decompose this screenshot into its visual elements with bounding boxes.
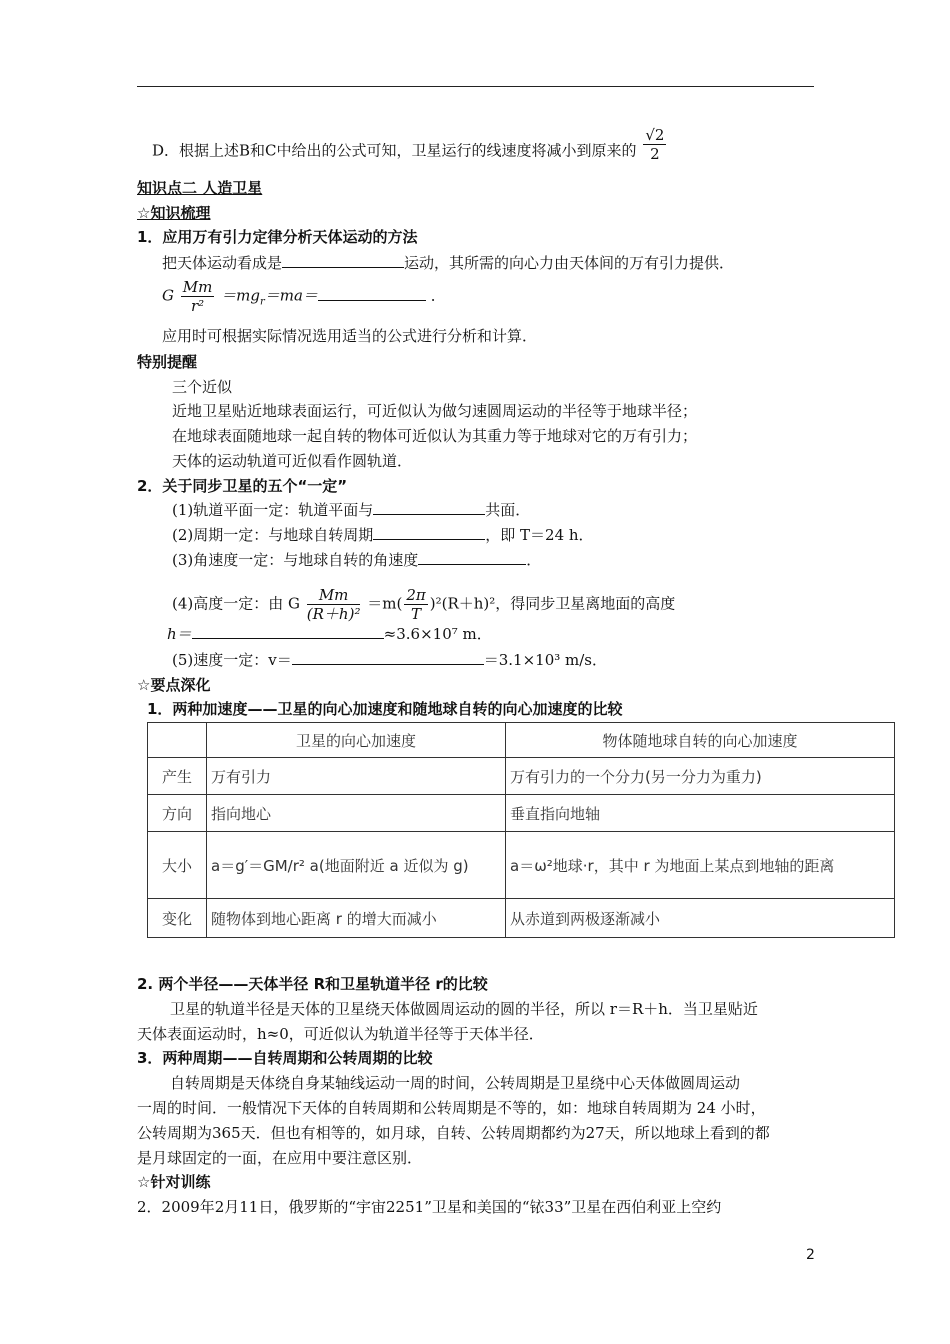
- para: 自转周期是天体绕自身某轴线运动一周的时间，公转周期是卫星绕中心天体做圆周运动: [170, 1074, 741, 1092]
- para: 天体表面运动时，h≈0，可近似认为轨道半径等于天体半径．: [137, 1025, 544, 1043]
- item: (3)角速度一定：与地球自转的角速度 ．: [172, 551, 542, 569]
- question: 2．2009年2月11日，俄罗斯的“宇宙2251”卫星和美国的“铱33”卫星在西伯利亚上空约: [137, 1198, 722, 1216]
- item: (4)高度一定：由 G $\frac{Mm}{\text{(R＋h)²}}$ ＝m( $\frac{2\pi}{T}$ )²(R＋h)²，得同步卫星离地面的高度: [172, 586, 676, 623]
- para: 近地卫星贴近地球表面运行，可近似认为做匀速圆周运动的半径等于地球半径；: [172, 402, 698, 420]
- item: (5)速度一定：v＝ ＝3.1×10³ m/s．: [172, 651, 608, 669]
- table-row: 产生 万有引力 万有引力的一个分力(另一分力为重力): [148, 758, 895, 795]
- item: (1)轨道平面一定：轨道平面与 共面．: [172, 501, 531, 519]
- option-d: D．根据上述B和C中给出的公式可知，卫星运行的线速度将减小到原来的 $\frac{√2}{2}$: [152, 126, 665, 163]
- table-row: 大小 a＝g′＝GM/r² a(地面附近 a 近似为 g) a＝ω²地球·r，其中 r 为地面上某点到地轴的距离: [148, 832, 895, 899]
- table-caption: 1．两种加速度——卫星的向心加速度和随地球自转的向心加速度的比较: [147, 700, 623, 718]
- table-row: 方向 指向地心 垂直指向地轴: [148, 795, 895, 832]
- page-number: 2: [806, 1247, 815, 1263]
- subheading: 三个近似: [172, 378, 233, 396]
- para: 一周的时间．一般情况下天体的自转周期和公转周期是不等的，如：地球自转周期为 24 小时，: [137, 1099, 766, 1117]
- heading-radius: 2. 两个半径——天体半径 R和卫星轨道半径 r的比较: [137, 975, 488, 993]
- item: h＝ ≈3.6×10⁷ m．: [167, 625, 492, 643]
- section-title: 知识点二 人造卫星: [137, 179, 263, 197]
- heading-deep: ☆要点深化: [137, 676, 211, 694]
- table-row: 变化 随物体到地心距离 r 的增大而减小 从赤道到两极逐渐减小: [148, 899, 895, 938]
- para: 在地球表面随地球一起自转的物体可近似认为其重力等于地球对它的万有引力；: [172, 427, 698, 445]
- header-rule: [137, 86, 814, 87]
- heading-tip: 特别提醒: [137, 353, 198, 371]
- para: 应用时可根据实际情况选用适当的公式进行分析和计算．: [162, 327, 538, 345]
- heading-train: ☆针对训练: [137, 1173, 211, 1191]
- heading-2: 2．关于同步卫星的五个“一定”: [137, 477, 348, 495]
- heading-1: 1．应用万有引力定律分析天体运动的方法: [137, 228, 418, 246]
- para: 是月球固定的一面，在应用中要注意区别．: [137, 1149, 423, 1167]
- para: 天体的运动轨道可近似看作圆轨道．: [172, 452, 413, 470]
- item: (2)周期一定：与地球自转周期 ，即 T＝24 h．: [172, 526, 594, 544]
- table-header-row: 卫星的向心加速度 物体随地球自转的向心加速度: [148, 723, 895, 758]
- subsection-title: ☆知识梳理: [137, 204, 211, 222]
- comparison-table: [147, 722, 895, 938]
- para: 把天体运动看成是 运动，其所需的向心力由天体间的万有引力提供．: [162, 254, 735, 272]
- para: 公转周期为365天．但也有相等的，如月球，自转、公转周期都约为27天，所以地球上看到的都: [137, 1124, 770, 1142]
- para: 卫星的轨道半径是天体的卫星绕天体做圆周运动的圆的半径，所以 r＝R＋h．当卫星贴近: [170, 1000, 758, 1018]
- heading-period: 3．两种周期——自转周期和公转周期的比较: [137, 1049, 433, 1067]
- formula-line: G $\frac{Mm}{\text{r²}}$ $=mg_r=ma=$ ．: [162, 278, 446, 315]
